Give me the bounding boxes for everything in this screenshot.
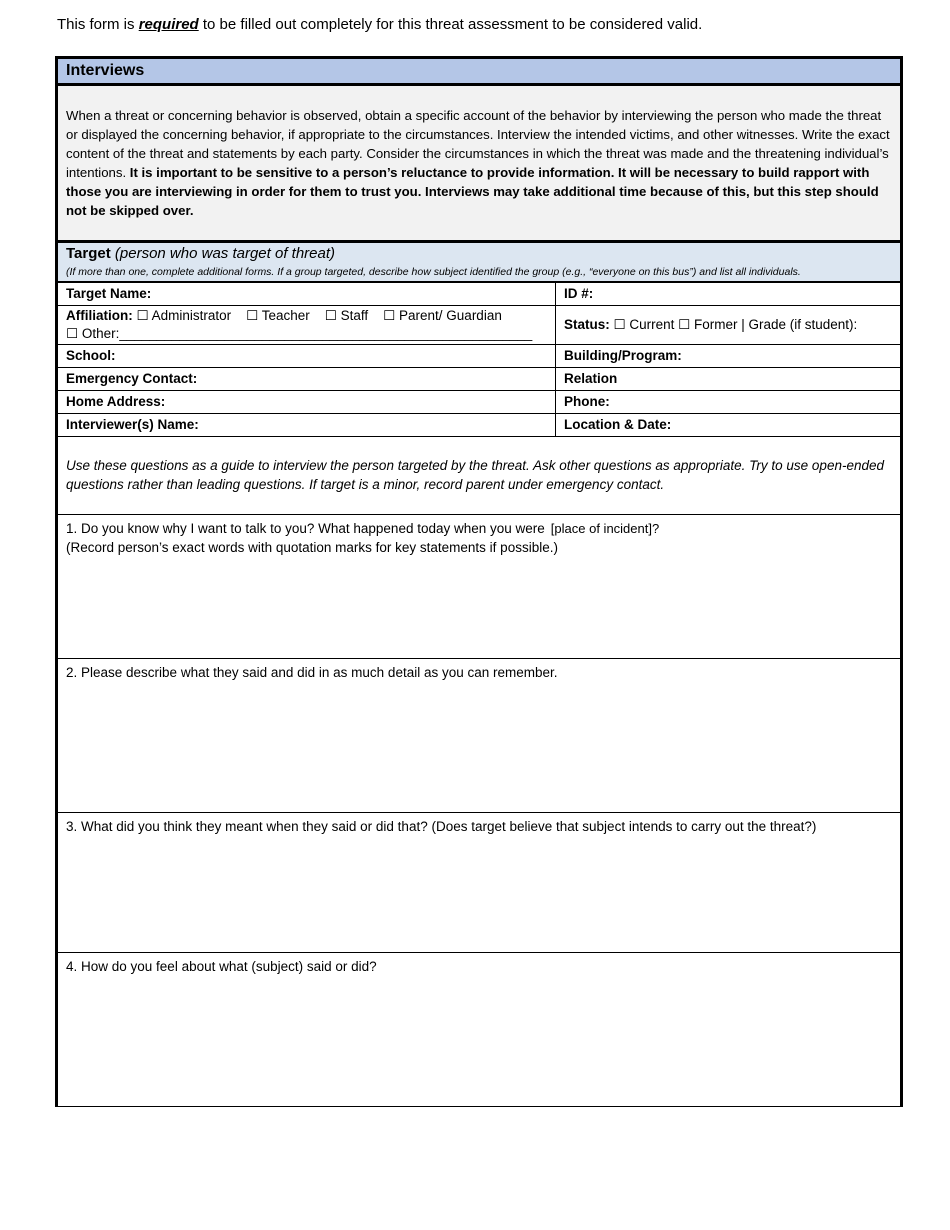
id-label: ID #: bbox=[564, 286, 594, 301]
question-1-note: (Record person’s exact words with quotation marks for key statements if possible.) bbox=[66, 540, 558, 555]
target-header bbox=[58, 243, 900, 283]
row-home bbox=[58, 391, 900, 414]
home-address-field[interactable] bbox=[58, 391, 556, 413]
relation-label: Relation bbox=[564, 371, 618, 386]
emergency-field[interactable] bbox=[58, 368, 556, 390]
id-field[interactable] bbox=[556, 283, 900, 305]
row-interviewer bbox=[58, 414, 900, 437]
row-emergency bbox=[58, 368, 900, 391]
intro-post: to be filled out completely for this threat assessment to be considered valid. bbox=[198, 16, 703, 33]
question-2-text: 2. Please describe what they said and did in as much detail as you can remember. bbox=[66, 665, 558, 680]
emergency-label: Emergency Contact: bbox=[66, 371, 198, 386]
row-affiliation bbox=[58, 306, 900, 345]
question-4[interactable] bbox=[58, 953, 900, 1107]
intro-text bbox=[57, 16, 702, 33]
description-plain: When a threat or concerning behavior is observed, obtain a specific account of the behavior by interviewing the person who made the threat or displayed the concerning behavior, if appropriate to the circumstances. Interview the intended victims, and other witnesses. Write the exact content of the threat and statements by each party. Consider the circumstances in which the threat was made and the threatening individual’s intentions. bbox=[66, 108, 890, 180]
status-label: Status: bbox=[564, 317, 610, 332]
phone-field[interactable] bbox=[556, 391, 900, 413]
status-field[interactable] bbox=[556, 306, 900, 344]
target-name-label: Target Name: bbox=[66, 286, 152, 301]
relation-field[interactable] bbox=[556, 368, 900, 390]
affiliation-field[interactable] bbox=[58, 306, 556, 344]
section-header bbox=[58, 59, 900, 86]
affiliation-label: Affiliation: bbox=[66, 308, 133, 323]
target-note: (If more than one, complete additional forms. If a group targeted, describe how subject identified the group (e.g., “everyone on this bus”) and list all individuals. bbox=[66, 266, 801, 278]
building-field[interactable] bbox=[556, 345, 900, 367]
interview-form bbox=[55, 56, 903, 1107]
question-3-text: 3. What did you think they meant when they said or did that? (Does target believe that subject intends to carry out the threat?) bbox=[66, 819, 817, 834]
guide-text bbox=[58, 437, 900, 515]
phone-label: Phone: bbox=[564, 394, 610, 409]
school-field[interactable] bbox=[58, 345, 556, 367]
interviewer-label: Interviewer(s) Name: bbox=[66, 417, 199, 432]
section-description bbox=[58, 86, 900, 243]
description-bold: It is important to be sensitive to a person’s reluctance to provide information. It will be necessary to build rapport with those you are interviewing in order for them to trust you. Interviews may take additional time because of this, but this step should not be skipped over. bbox=[66, 165, 879, 218]
target-label: Target bbox=[66, 245, 111, 262]
target-subtitle: (person who was target of threat) bbox=[110, 245, 336, 262]
question-1-text: 1. Do you know why I want to talk to you? What happened today when you were bbox=[66, 521, 545, 536]
question-3[interactable] bbox=[58, 813, 900, 953]
school-label: School: bbox=[66, 348, 116, 363]
intro-required: required bbox=[138, 16, 199, 33]
location-date-field[interactable] bbox=[556, 414, 900, 436]
place-of-incident: [place of incident]? bbox=[550, 521, 660, 536]
section-title: Interviews bbox=[66, 62, 145, 79]
question-2[interactable] bbox=[58, 659, 900, 813]
affiliation-options[interactable]: ☐ Administrator ☐ Teacher ☐ Staff ☐ Parent/ Guardian bbox=[136, 308, 502, 323]
building-label: Building/Program: bbox=[564, 348, 682, 363]
affiliation-other[interactable]: ☐ Other:_______________________________________________________ bbox=[66, 326, 533, 341]
row-school bbox=[58, 345, 900, 368]
question-1[interactable] bbox=[58, 515, 900, 659]
question-4-text: 4. How do you feel about what (subject) said or did? bbox=[66, 959, 377, 974]
target-name-field[interactable] bbox=[58, 283, 556, 305]
intro-pre: This form is bbox=[57, 16, 139, 33]
home-address-label: Home Address: bbox=[66, 394, 166, 409]
guide-paragraph: Use these questions as a guide to interview the person targeted by the threat. Ask other questions as appropriate. Try to use open-ended questions rather than leading questions. If target is a minor, record parent under emergency contact. bbox=[66, 458, 884, 492]
interviewer-field[interactable] bbox=[58, 414, 556, 436]
row-target-name bbox=[58, 283, 900, 306]
location-date-label: Location & Date: bbox=[564, 417, 672, 432]
status-options[interactable]: ☐ Current ☐ Former | Grade (if student): bbox=[609, 317, 858, 332]
